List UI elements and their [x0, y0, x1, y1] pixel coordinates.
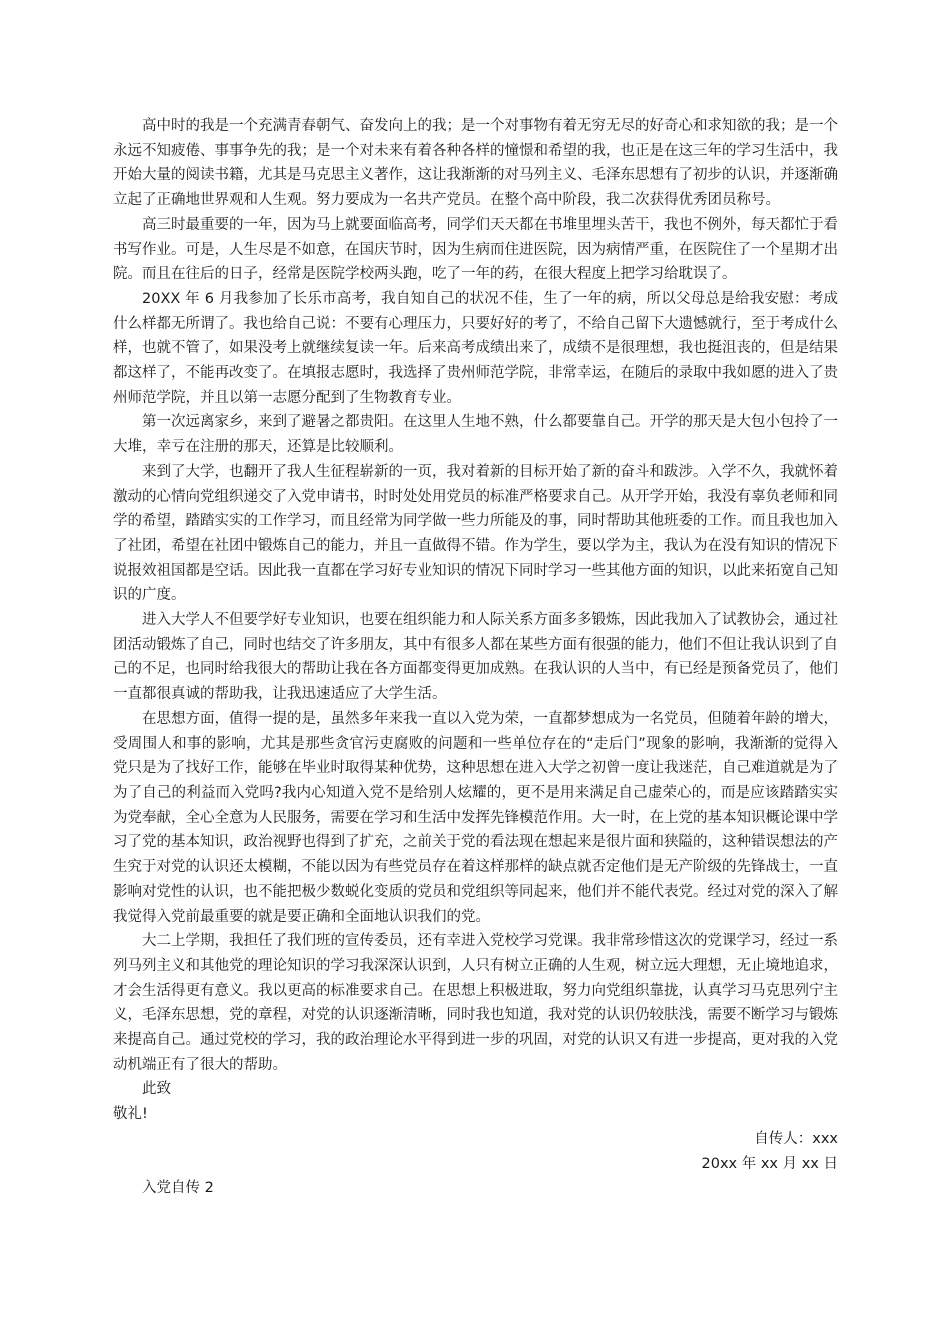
paragraph-party-school: 大二上学期，我担任了我们班的宣传委员，还有幸进入党校学习党课。我非常珍惜这次的党课学习，经过一系列马列主义和其他党的理论知识的学习我深深认识到，人只有树立正确的人生观，树立远大理想，无止境地追求，才会生活得更有意义。我以更高的标准要求自己。在思想上积极进取，努力向党组织靠拢，认真学习马克思列宁主义，毛泽东思想，党的章程，对党的认识逐渐清晰，同时我也知道，我对党的认识仍较肤浅，需要不断学习与锻炼来提高自己。通过党校的学习，我的政治理论水平得到进一步的巩固，对党的认识又有进一步提高，更对我的入党动机端正有了很大的帮助。 — [113, 933, 838, 1073]
paragraph-college-exam: 20XX 年 6 月我参加了长乐市高考，我自知自己的状况不佳，生了一年的病，所以父母总是给我安慰：考成什么样都无所谓了。我也给自己说：不要有心理压力，只要好好的考了，不给自己留下大遗憾就行，至于考成什么样，也就不管了，如果没考上就继续复读一年。后来高考成绩出来了，成绩不是很理想，我也挺沮丧的，但是结果都这样了，不能再改变了。在填报志愿时，我选择了贵州师范学院，非常幸运，在随后的录取中我如愿的进入了贵州师范学院，并且以第一志愿分配到了生物教育专业。 — [113, 290, 838, 406]
paragraph-university-start: 来到了大学，也翻开了我人生征程崭新的一页，我对着新的目标开始了新的奋斗和跋涉。入学不久，我就怀着激动的心情向党组织递交了入党申请书，时时处处用党员的标准严格要求自己。从开学开始，我没有辜负老师和同学的希望，踏踏实实的工作学习，而且经常为同学做一些力所能及的事，同时帮助其他班委的工作。而且我也加入了社团，希望在社团中锻炼自己的能力，并且一直做得不错。作为学生，要以学为主，我认为在没有知识的情况下说报效祖国都是空话。因此我一直都在学习好专业知识的情况下同时学习一些其他方面的知识，以此来拓宽自己知识的广度。 — [113, 463, 838, 604]
paragraph-leaving-home: 第一次远离家乡，来到了避暑之都贵阳。在这里人生地不熟，什么都要靠自己。开学的那天是大包小包拎了一大堆，幸亏在注册的那天，还算是比较顺利。 — [113, 414, 838, 456]
paragraph-clubs: 进入大学人不但要学好专业知识，也要在组织能力和人际关系方面多多锻炼，因此我加入了试教协会，通过社团活动锻炼了自己，同时也结交了许多朋友，其中有很多人都在某些方面有很强的能力，他们不但让我认识到了自己的不足，也同时给我很大的帮助让我在各方面都变得更加成熟。在我认识的人当中，有已经是预备党员了，他们一直都很真诚的帮助我，让我迅速适应了大学生活。 — [113, 612, 838, 703]
closing-line: 此致 — [142, 1081, 171, 1098]
author-signature: 自传人：xxx — [754, 1130, 838, 1147]
date-line: 20xx 年 xx 月 xx 日 — [701, 1155, 838, 1172]
document-page — [113, 114, 838, 1201]
salute-line: 敬礼! — [113, 1106, 148, 1123]
next-section-heading: 入党自传 2 — [142, 1180, 214, 1197]
paragraph-high-school: 高中时的我是一个充满青春朝气、奋发向上的我；是一个对事物有着无穷无尽的好奇心和求知欲的我；是一个永远不知疲倦、事事争先的我；是一个对未来有着各种各样的憧憬和希望的我，也正是在这三年的学习生活中，我开始大量的阅读书籍，尤其是马克思主义著作，这让我渐渐的对马列主义、毛泽东思想有了初步的认识，并逐渐确立起了正确地世界观和人生观。努力要成为一名共产党员。在整个高中阶段，我二次获得优秀团员称号。 — [113, 118, 838, 209]
paragraph-thinking: 在思想方面，值得一提的是，虽然多年来我一直以入党为荣，一直都梦想成为一名党员，但随着年龄的增大，受周围人和事的影响，尤其是那些贪官污吏腐败的问题和一些单位存在的“走后门”现象的影响，我渐渐的觉得入党只是为了找好工作，能够在毕业时取得某种优势，这种思想在进入大学之初曾一度让我迷茫，自己难道就是为了为了自己的利益而入党吗?我内心知道入党不是给别人炫耀的，更不是用来满足自己虚荣心的，而是应该踏踏实实为党奉献，全心全意为人民服务，需要在学习和生活中发挥先锋模范作用。大一时，在上党的基本知识概论课中学习了党的基本知识，政治视野也得到了扩充，之前关于党的看法现在想起来是很片面和狭隘的，这种错误想法的产生究于对党的认识还太模糊，不能以因为有些党员存在着这样那样的缺点就否定他们是无产阶级的先锋战士，一直影响对党性的认识，也不能把极少数蜕化变质的党员和党组织等同起来，他们并不能代表党。经过对党的深入了解我觉得入党前最重要的就是要正确和全面地认识我们的党。 — [113, 710, 838, 925]
paragraph-senior-year: 高三时最重要的一年，因为马上就要面临高考，同学们天天都在书堆里埋头苦干，我也不例外，每天都忙于看书写作业。可是，人生尽是不如意，在国庆节时，因为生病而住进医院，因为病情严重，在医院住了一个星期才出院。而且在往后的日子，经常是医院学校两头跑，吃了一年的药，在很大程度上把学习给耽误了。 — [113, 216, 838, 283]
